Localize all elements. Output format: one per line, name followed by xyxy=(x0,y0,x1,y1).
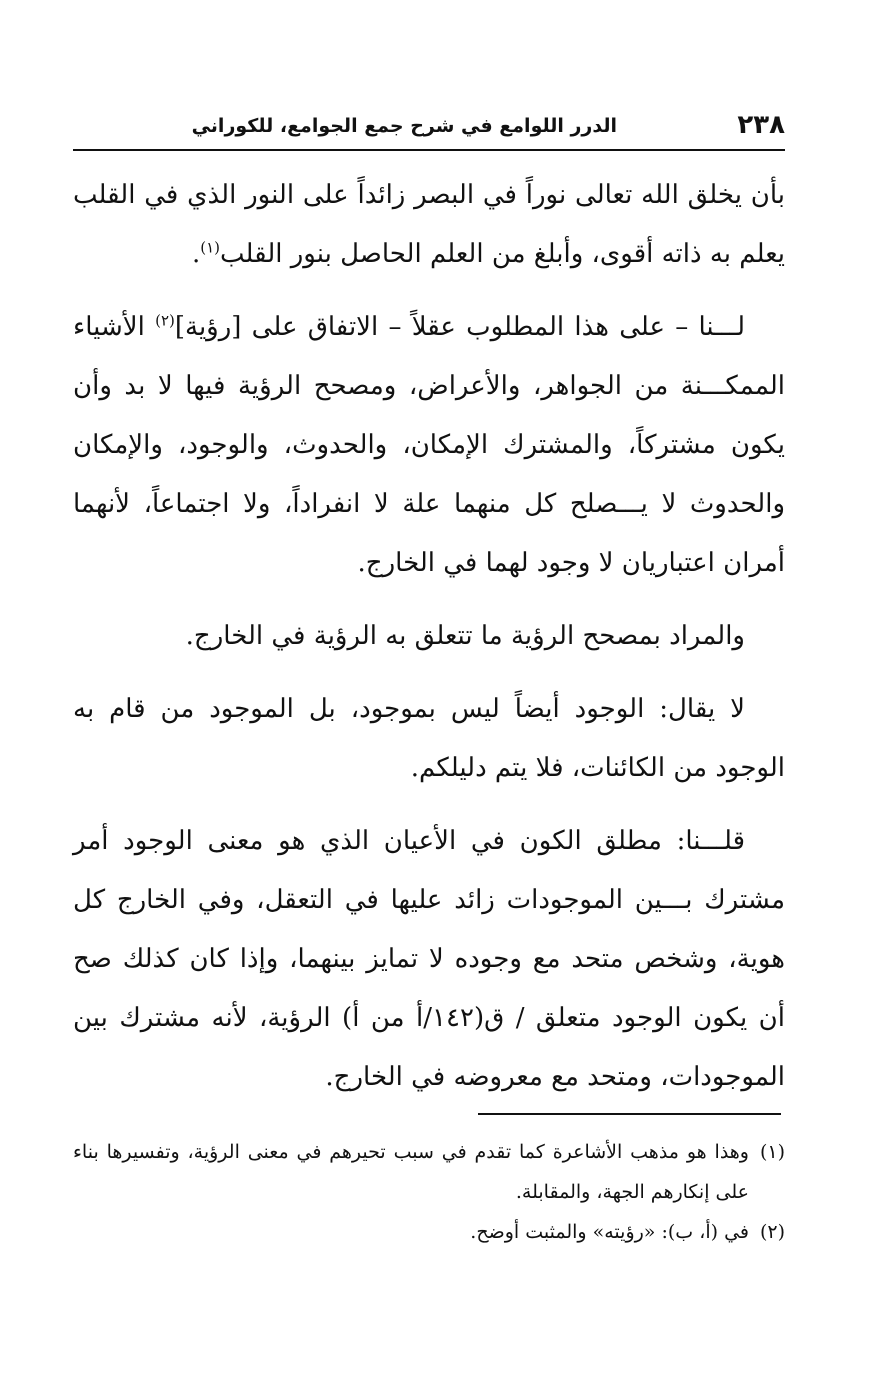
footnote-1-text: وهذا هو مذهب الأشاعرة كما تقدم في سبب تحيرهم في معنى الرؤية، وتفسيرها بناء على إنكارهم الجهة، والمقابلة. xyxy=(73,1141,749,1203)
paragraph-4: لا يقال: الوجود أيضاً ليس بموجود، بل الموجود من قام به الوجود من الكائنات، فلا يتم دليلكم. xyxy=(73,694,785,783)
footnote-ref-2: (٢) xyxy=(155,311,175,330)
page-number: ٢٣٨ xyxy=(737,110,785,140)
paragraph-1-tail: . xyxy=(191,239,201,269)
running-header xyxy=(73,108,785,148)
footnote-2 xyxy=(73,1212,785,1252)
footnote-separator xyxy=(478,1113,781,1115)
footnote-1-number: (١) xyxy=(759,1141,785,1163)
paragraph-1 xyxy=(73,166,785,284)
header-rule xyxy=(73,149,785,151)
paragraph-2-text-a: لـــنا – على هذا المطلوب عقلاً – الاتفاق على [رؤية] xyxy=(174,312,745,342)
paragraph-1-text: بأن يخلق الله تعالى نوراً في البصر زائداً على النور الذي في القلب يعلم به ذاته أقوى، وأبلغ من العلم الحاصل بنور القلب xyxy=(73,180,785,269)
paragraph-2 xyxy=(73,298,785,593)
paragraph-2-text-b: الأشياء الممكـــنة من الجواهر، والأعراض، ومصحح الرؤية فيها لا بد وأن يكون مشتركاً، والمشترك الإمكان، والحدوث، والوجود، والإمكان والحدوث لا يـــصلح كل منهما علة لا انفراداً، ولا اجتماعاً، لأنهما أمران اعتباريان لا وجود لهما في الخارج. xyxy=(73,312,785,578)
paragraph-5: قلـــنا: مطلق الكون في الأعيان الذي هو معنى الوجود أمر مشترك بـــين الموجودات زائد عليها في التعقل، وفي الخارج كل هوية، وشخص متحد مع وجوده لا تمايز بينهما، وإذا كان كذلك صح أن يكون الوجود متعلق / ق(١٤٢/أ من أ) الرؤية، لأنه مشترك بين الموجودات، ومتحد مع معروضه في الخارج. xyxy=(73,826,785,1092)
footnote-ref-1: (١) xyxy=(200,238,221,257)
paragraph-3: والمراد بمصحح الرؤية ما تتعلق به الرؤية في الخارج. xyxy=(185,621,745,651)
footnote-1 xyxy=(73,1132,785,1212)
footnotes xyxy=(73,1132,785,1252)
main-text xyxy=(73,166,785,1121)
footnote-2-text: في (أ، ب): «رؤيته» والمثبت أوضح. xyxy=(470,1221,749,1243)
footnote-2-number: (٢) xyxy=(759,1221,785,1243)
running-title: الدرر اللوامع في شرح جمع الجوامع، للكوراني xyxy=(191,115,617,137)
